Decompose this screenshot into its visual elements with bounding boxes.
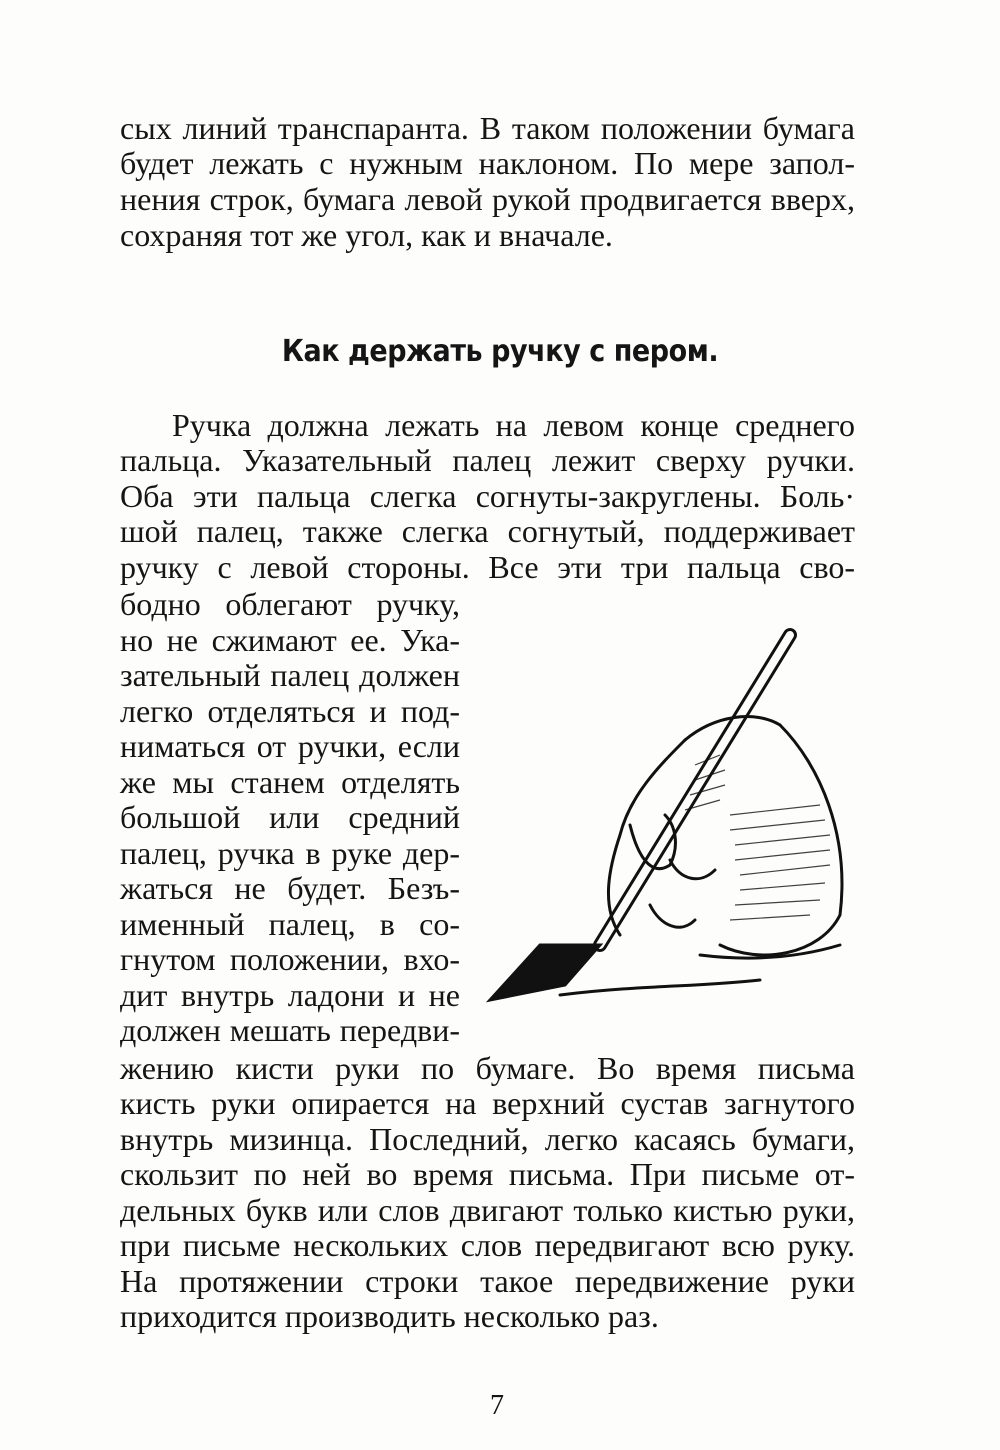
page-number: 7 bbox=[490, 1390, 504, 1421]
text-line: но не сжимают ее. Ука- bbox=[120, 622, 460, 658]
section-heading: Как держать ручку с пером. bbox=[281, 334, 719, 369]
text-line: шой палец, также слегка согнутый, поддерживает bbox=[120, 513, 855, 549]
text-line: Ручка должна лежать на левом конце среднего bbox=[172, 407, 855, 443]
text-line: жению кисти руки по бумаге. Во время письма bbox=[120, 1050, 855, 1086]
text-line: сых линий транспаранта. В таком положении бумага bbox=[120, 110, 855, 146]
text-line: ручку с левой стороны. Все эти три пальца сво- bbox=[120, 549, 855, 585]
text-line: палец, ручка в руке дер- bbox=[120, 835, 460, 871]
text-line: пальца. Указательный палец лежит сверху ручки. bbox=[120, 442, 855, 478]
text-line: Оба эти пальца слегка согнуты-закруглены. Боль· bbox=[120, 478, 855, 514]
text-line: легко отделяться и под- bbox=[120, 693, 460, 729]
text-line: приходится производить несколько раз. bbox=[120, 1298, 659, 1334]
text-line: должен мешать передви- bbox=[120, 1012, 460, 1048]
text-line: большой или средний bbox=[120, 799, 460, 835]
text-line: же мы станем отделять bbox=[120, 764, 460, 800]
text-line: зательный палец должен bbox=[120, 657, 460, 693]
text-line: при письме нескольких слов передвигают всю руку. bbox=[120, 1227, 855, 1263]
text-line: внутрь мизинца. Последний, легко касаясь бумаги, bbox=[120, 1121, 855, 1157]
text-line: нения строк, бумага левой рукой продвигается вверх, bbox=[120, 181, 855, 217]
text-line: именный палец, в со- bbox=[120, 906, 460, 942]
text-line: сохраняя тот же угол, как и вначале. bbox=[120, 217, 613, 253]
text-line: будет лежать с нужным наклоном. По мере запол- bbox=[120, 145, 855, 181]
text-line: ниматься от ручки, если bbox=[120, 728, 460, 764]
text-line: гнутом положении, вхо- bbox=[120, 941, 460, 977]
hand-holding-pen-illustration bbox=[480, 615, 880, 1015]
text-line: жаться не будет. Безъ- bbox=[120, 870, 460, 906]
text-line: бодно облегают ручку, bbox=[120, 586, 460, 622]
text-line: скользит по ней во время письма. При письме от- bbox=[120, 1156, 855, 1192]
text-line: дит внутрь ладони и не bbox=[120, 977, 460, 1013]
text-line: На протяжении строки такое передвижение руки bbox=[120, 1263, 855, 1299]
text-line: дельных букв или слов двигают только кистью руки, bbox=[120, 1192, 855, 1228]
text-line: кисть руки опирается на верхний сустав загнутого bbox=[120, 1085, 855, 1121]
